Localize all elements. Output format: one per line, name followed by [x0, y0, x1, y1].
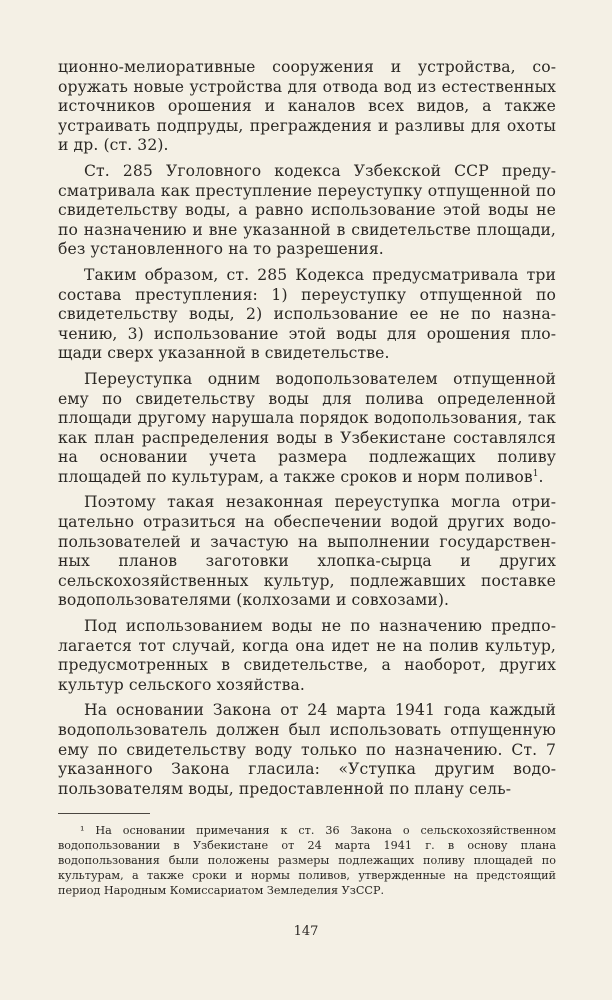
paragraph-4-text: Переуступка одним водопользователем отпущенной ему по свидетельству воды для полива определенной площади другому нарушала порядок водопользования, так как план распределения воды в Узбекистане составлялся на основании учета размера подлежащих поливу площадей по культурам, а также сроков и норм поливов	[58, 369, 556, 486]
text-block	[58, 58, 556, 898]
paragraph-2: Ст. 285 Уголовного кодекса Узбекской ССР предусматривала как преступление переуступку отпущенной по свидетельству воды, а равно использование этой воды не по назначению и вне указанной в свидетельстве площади, без установленного на то разрешения.	[58, 161, 556, 259]
paragraph-6: Под использованием воды не по назначению предполагается тот случай, когда она идет не на полив культур, предусмотренных в свидетельстве, а наоборот, других культур сельского хозяйства.	[58, 617, 556, 694]
page-number: 147	[293, 924, 319, 939]
paragraph-3: Таким образом, ст. 285 Кодекса предусматривала три состава преступления: 1) переуступку отпущенной по свидетельству воды, 2) использование ее не по назначению, 3) использование этой воды для орошения площади сверх указанной в свидетельстве.	[58, 265, 556, 363]
footnote-reference: 1	[532, 468, 539, 479]
main-text	[58, 58, 556, 799]
paragraph-7: На основании Закона от 24 марта 1941 года каждый водопользователь должен был использовать отпущенную ему по свидетельству воду только по назначению. Ст. 7 указанного Закона гласила: «Уступка другим водопользователям воды, предоставленной по плану сель-	[58, 701, 556, 798]
paragraph-4: Переуступка одним водопользователем отпущенной ему по свидетельству воды для полива определенной площади другому нарушала порядок водопользования, так как план распределения воды в Узбекистане составлялся на основании учета размера подлежащих поливу площадей по культурам, а также сроков и норм поливов$^1$.	[58, 369, 556, 486]
paragraph-1: ционно-мелиоративные сооружения и устройства, сооружать новые устройства для отвода вод из естественных источников орошения и каналов всех видов, а также устраивать подпруды, преграждения и разливы для охоты и др. (ст. 32).	[58, 58, 556, 155]
footnote: ¹ На основании примечания к ст. 36 Закона о сельскохозяйственном водопользовании в Узбекистане от 24 марта 1941 г. в основу плана водопользования были положены размеры подлежащих поливу площадей по культурам, а также сроки и нормы поливов, утвержденные на предстоящий период Народным Комиссариатом Земледелия УзССР.	[58, 824, 556, 898]
footnote-divider	[58, 813, 150, 814]
paragraph-5: Поэтому такая незаконная переуступка могла отрицательно отразиться на обеспечении водой других водопользователей и зачастую на выполнении государственных планов заготовки хлопка-сырца и других сельскохозяйственных культур, подлежавших поставке водопользователями (колхозами и совхозами).	[58, 493, 556, 610]
